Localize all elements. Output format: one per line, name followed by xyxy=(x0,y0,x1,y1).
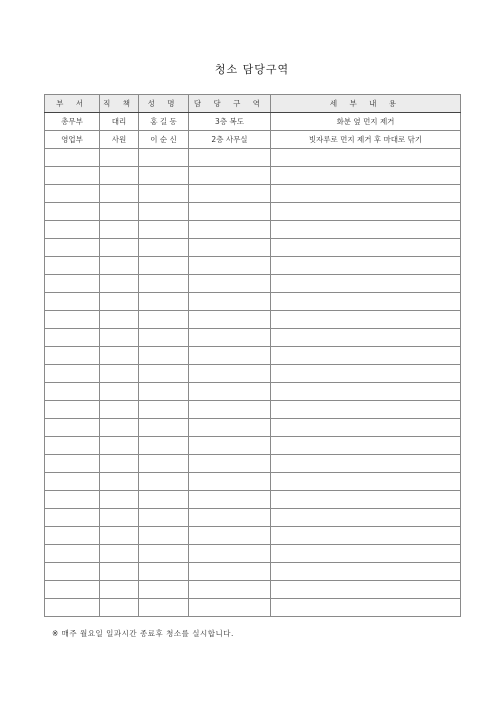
column-header-position: 직 책 xyxy=(100,95,139,113)
table-row xyxy=(45,419,461,437)
table-row xyxy=(45,365,461,383)
details-cell: 화분 옆 먼지 제거 xyxy=(271,113,461,131)
table-row xyxy=(45,329,461,347)
details-cell xyxy=(271,545,461,563)
department-cell xyxy=(45,473,100,491)
details-cell xyxy=(271,455,461,473)
table-row xyxy=(45,473,461,491)
table-row xyxy=(45,491,461,509)
name-cell xyxy=(139,239,189,257)
details-cell: 빗자루로 먼지 제거 후 마대로 닦기 xyxy=(271,131,461,149)
details-cell xyxy=(271,293,461,311)
position-cell xyxy=(100,455,139,473)
department-cell xyxy=(45,509,100,527)
position-cell xyxy=(100,419,139,437)
area-cell xyxy=(189,509,271,527)
details-cell xyxy=(271,401,461,419)
name-cell xyxy=(139,257,189,275)
name-cell xyxy=(139,365,189,383)
table-row xyxy=(45,149,461,167)
name-cell xyxy=(139,455,189,473)
position-cell xyxy=(100,167,139,185)
position-cell xyxy=(100,275,139,293)
position-cell xyxy=(100,365,139,383)
table-row xyxy=(45,437,461,455)
department-cell: 영업부 xyxy=(45,131,100,149)
position-cell xyxy=(100,509,139,527)
details-cell xyxy=(271,347,461,365)
position-cell xyxy=(100,347,139,365)
department-cell xyxy=(45,599,100,617)
details-cell xyxy=(271,383,461,401)
department-cell xyxy=(45,329,100,347)
name-cell xyxy=(139,167,189,185)
details-cell xyxy=(271,221,461,239)
department-cell xyxy=(45,275,100,293)
department-cell xyxy=(45,221,100,239)
area-cell xyxy=(189,491,271,509)
table-row xyxy=(45,131,461,149)
details-cell xyxy=(271,365,461,383)
name-cell xyxy=(139,329,189,347)
name-cell xyxy=(139,149,189,167)
name-cell xyxy=(139,581,189,599)
area-cell xyxy=(189,329,271,347)
position-cell xyxy=(100,599,139,617)
area-cell xyxy=(189,527,271,545)
name-cell xyxy=(139,527,189,545)
department-cell xyxy=(45,437,100,455)
position-cell xyxy=(100,545,139,563)
table-header-row xyxy=(45,95,461,113)
area-cell xyxy=(189,563,271,581)
position-cell: 사원 xyxy=(100,131,139,149)
department-cell xyxy=(45,383,100,401)
position-cell xyxy=(100,383,139,401)
department-cell xyxy=(45,347,100,365)
name-cell xyxy=(139,347,189,365)
area-cell xyxy=(189,365,271,383)
name-cell xyxy=(139,545,189,563)
department-cell xyxy=(45,293,100,311)
area-cell xyxy=(189,185,271,203)
name-cell xyxy=(139,563,189,581)
area-cell xyxy=(189,275,271,293)
details-cell xyxy=(271,257,461,275)
area-cell: 3층 복도 xyxy=(189,113,271,131)
name-cell xyxy=(139,293,189,311)
details-cell xyxy=(271,491,461,509)
area-cell xyxy=(189,311,271,329)
table-row xyxy=(45,401,461,419)
position-cell xyxy=(100,149,139,167)
table-row xyxy=(45,185,461,203)
details-cell xyxy=(271,563,461,581)
area-cell xyxy=(189,239,271,257)
name-cell xyxy=(139,419,189,437)
details-cell xyxy=(271,419,461,437)
name-cell: 홍 길 동 xyxy=(139,113,189,131)
details-cell xyxy=(271,581,461,599)
area-cell xyxy=(189,149,271,167)
department-cell xyxy=(45,545,100,563)
table-row xyxy=(45,293,461,311)
area-cell xyxy=(189,437,271,455)
position-cell xyxy=(100,401,139,419)
details-cell xyxy=(271,167,461,185)
position-cell xyxy=(100,203,139,221)
department-cell xyxy=(45,581,100,599)
name-cell xyxy=(139,311,189,329)
name-cell xyxy=(139,203,189,221)
name-cell xyxy=(139,401,189,419)
area-cell xyxy=(189,293,271,311)
table-row xyxy=(45,383,461,401)
table-row xyxy=(45,167,461,185)
area-cell xyxy=(189,383,271,401)
area-cell xyxy=(189,473,271,491)
area-cell: 2층 사무실 xyxy=(189,131,271,149)
position-cell xyxy=(100,239,139,257)
table-body xyxy=(45,113,461,617)
position-cell xyxy=(100,257,139,275)
position-cell xyxy=(100,185,139,203)
table-row xyxy=(45,563,461,581)
area-cell xyxy=(189,347,271,365)
details-cell xyxy=(271,527,461,545)
details-cell xyxy=(271,203,461,221)
department-cell xyxy=(45,365,100,383)
details-cell xyxy=(271,275,461,293)
department-cell xyxy=(45,401,100,419)
name-cell xyxy=(139,185,189,203)
table-row xyxy=(45,599,461,617)
department-cell xyxy=(45,167,100,185)
table-row xyxy=(45,257,461,275)
department-cell xyxy=(45,491,100,509)
name-cell: 이 순 신 xyxy=(139,131,189,149)
table-row xyxy=(45,311,461,329)
position-cell xyxy=(100,527,139,545)
footnote: ※ 매주 월요일 일과시간 종료후 청소를 실시합니다. xyxy=(52,629,234,638)
details-cell xyxy=(271,437,461,455)
name-cell xyxy=(139,509,189,527)
position-cell: 대리 xyxy=(100,113,139,131)
column-header-department: 부 서 xyxy=(45,95,100,113)
position-cell xyxy=(100,491,139,509)
position-cell xyxy=(100,473,139,491)
details-cell xyxy=(271,473,461,491)
position-cell xyxy=(100,221,139,239)
position-cell xyxy=(100,437,139,455)
table-row xyxy=(45,113,461,131)
table-row xyxy=(45,347,461,365)
name-cell xyxy=(139,221,189,239)
area-cell xyxy=(189,545,271,563)
table-row xyxy=(45,239,461,257)
position-cell xyxy=(100,563,139,581)
area-cell xyxy=(189,221,271,239)
table-row xyxy=(45,275,461,293)
cleaning-duty-table xyxy=(44,94,461,617)
table-row xyxy=(45,581,461,599)
department-cell xyxy=(45,149,100,167)
column-header-area: 담 당 구 역 xyxy=(189,95,271,113)
area-cell xyxy=(189,455,271,473)
table-row xyxy=(45,455,461,473)
department-cell xyxy=(45,527,100,545)
department-cell xyxy=(45,311,100,329)
area-cell xyxy=(189,257,271,275)
details-cell xyxy=(271,311,461,329)
department-cell xyxy=(45,239,100,257)
department-cell xyxy=(45,203,100,221)
table-row xyxy=(45,509,461,527)
table-row xyxy=(45,221,461,239)
details-cell xyxy=(271,185,461,203)
position-cell xyxy=(100,581,139,599)
details-cell xyxy=(271,239,461,257)
area-cell xyxy=(189,419,271,437)
name-cell xyxy=(139,437,189,455)
details-cell xyxy=(271,329,461,347)
area-cell xyxy=(189,599,271,617)
name-cell xyxy=(139,275,189,293)
name-cell xyxy=(139,383,189,401)
area-cell xyxy=(189,167,271,185)
column-header-name: 성 명 xyxy=(139,95,189,113)
table-row xyxy=(45,203,461,221)
area-cell xyxy=(189,581,271,599)
position-cell xyxy=(100,293,139,311)
details-cell xyxy=(271,149,461,167)
table-row xyxy=(45,545,461,563)
name-cell xyxy=(139,599,189,617)
details-cell xyxy=(271,599,461,617)
name-cell xyxy=(139,491,189,509)
column-header-details: 세 부 내 용 xyxy=(271,95,461,113)
details-cell xyxy=(271,509,461,527)
position-cell xyxy=(100,329,139,347)
name-cell xyxy=(139,473,189,491)
department-cell xyxy=(45,455,100,473)
table-row xyxy=(45,527,461,545)
department-cell xyxy=(45,257,100,275)
department-cell xyxy=(45,419,100,437)
position-cell xyxy=(100,311,139,329)
department-cell: 총무부 xyxy=(45,113,100,131)
department-cell xyxy=(45,563,100,581)
page-title: 청소 담당구역 xyxy=(214,63,290,76)
area-cell xyxy=(189,203,271,221)
area-cell xyxy=(189,401,271,419)
department-cell xyxy=(45,185,100,203)
